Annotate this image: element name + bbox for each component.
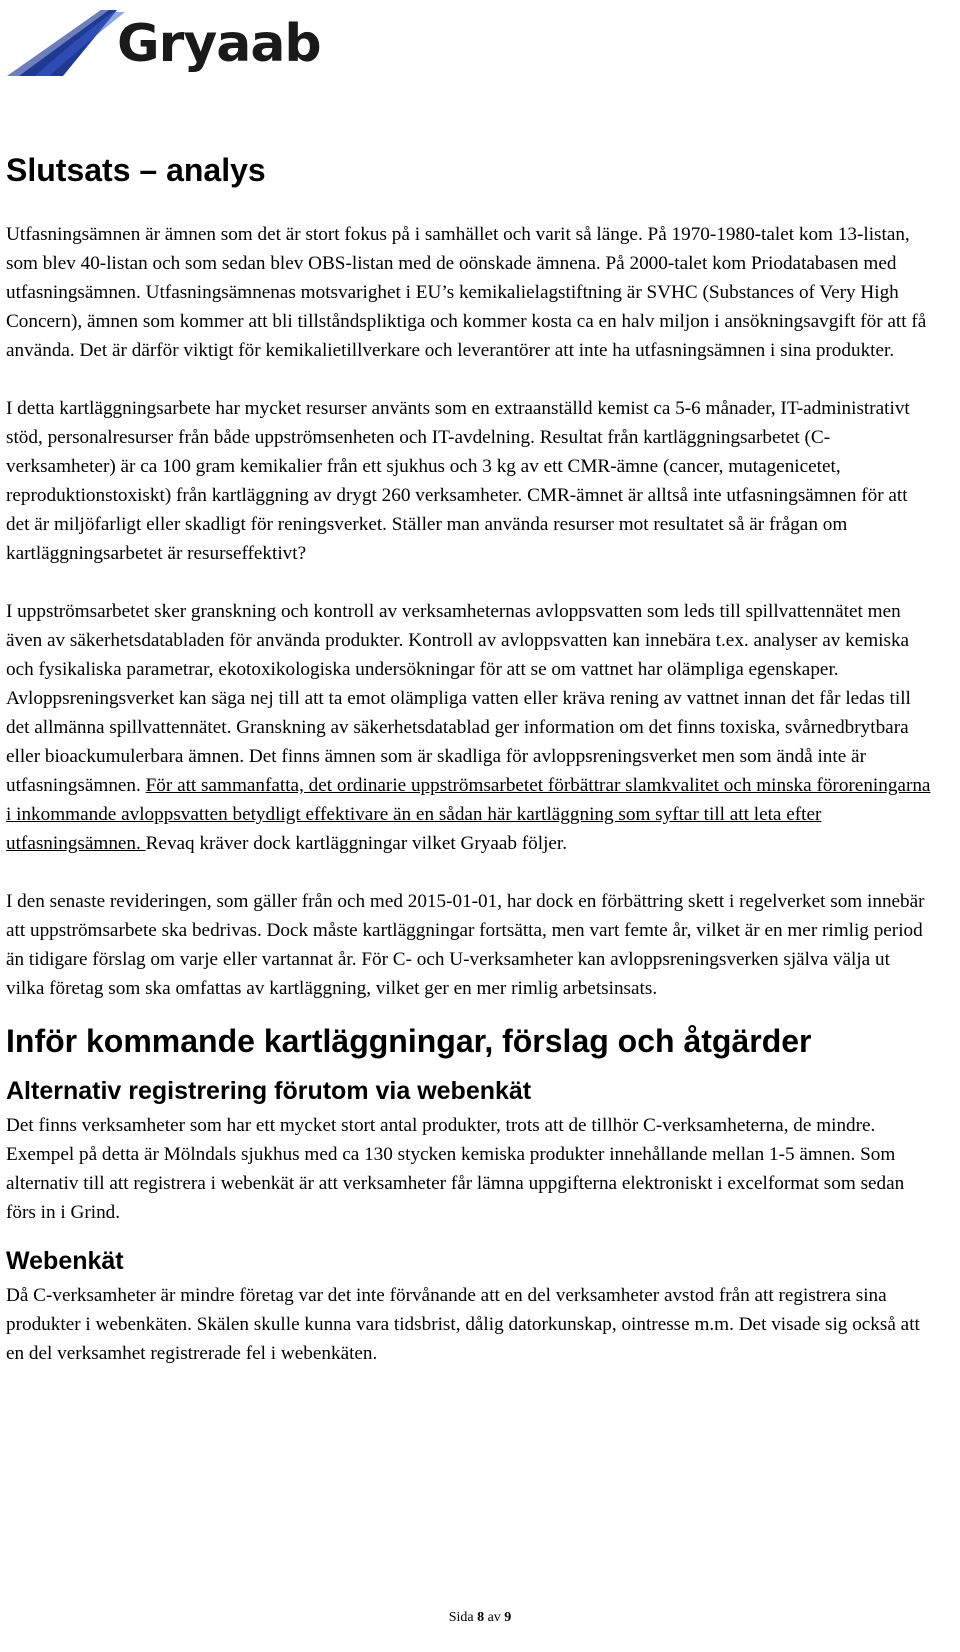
footer-prefix: Sida — [448, 1610, 474, 1625]
section-heading: Inför kommande kartläggningar, förslag och åtgärder — [6, 1023, 812, 1059]
page-footer — [0, 1610, 960, 1626]
paragraph-2: I detta kartläggningsarbete har mycket resurser använts som en extraanställd kemist ca 5-6 månader, IT-administrativt stöd, personalresurser från både uppströmsenheten och IT-avdelning. Resultat från kartläggningsarbetet (C-verksamheter) är ca 100 gram kemikalier från ett sjukhus och 3 kg av ett CMR-ämne (cancer, mutagenicetet, reproduktionstoxiskt) från kartläggning av drygt 260 verksamheter. CMR-ämnet är alltså inte utfasningsämnen för att det är miljöfarligt eller skadligt för reningsverket. Ställer man använda resurser mot resultatet så är frågan om kartläggningsarbetet är resurseffektivt? — [6, 398, 910, 564]
paragraph-3-underlined: För att sammanfatta, det ordinarie uppströmsarbetet förbättrar slamkvalitet och minska föroreningarna i inkommande avloppsvatten betydligt effektivare än en sådan här kartläggning som syftar till att leta efter utfasningsämnen. — [6, 775, 931, 854]
footer-page-number: 8 — [477, 1610, 485, 1625]
subheading-webenkat: Webenkät — [6, 1247, 124, 1275]
paragraph-3 — [6, 597, 931, 858]
gryaab-logo — [5, 4, 321, 84]
logo-wordmark: Gryaab — [117, 14, 321, 74]
footer-middle: av — [487, 1610, 501, 1625]
document-body — [6, 150, 931, 1397]
paragraph-3-end: Revaq kräver dock kartläggningar vilket Gryaab följer. — [145, 833, 568, 854]
footer-page-total: 9 — [504, 1610, 512, 1625]
paragraph-webenkat: Då C-verksamheter är mindre företag var det inte förvånande att en del verksamheter avstod från att registrera sina produkter i webenkäten. Skälen skulle kunna vara tidsbrist, dålig datorkunskap, ointresse m.m. Det visade sig också att en del verksamhet registrerade fel i webenkäten. — [6, 1285, 920, 1364]
paragraph-1: Utfasningsämnen är ämnen som det är stort fokus på i samhället och varit så länge. På 1970-1980-talet kom 13-listan, som blev 40-listan och som sedan blev OBS-listan med de oönskade ämnena. På 2000-talet kom Priodatabasen med utfasningsämnen. Utfasningsämnenas motsvarighet i EU’s kemikalielagstiftning är SVHC (Substances of Very High Concern), ämnen som kommer att bli tillståndspliktiga och kommer kosta ca en halv miljon i ansökningsavgift för att få använda. Det är därför viktigt för kemikalietillverkare och leverantörer att inte ha utfasningsämnen i sina produkter. — [6, 224, 927, 361]
subheading-alternative-registration: Alternativ registrering förutom via webenkät — [6, 1077, 532, 1105]
paragraph-3-start: I uppströmsarbetet sker granskning och kontroll av verksamheternas avloppsvatten som leds till spillvattennätet men även av säkerhetsdatabladen för använda produkter. Kontroll av avloppsvatten kan innebära t.ex. analyser av kemiska och fysikaliska parametrar, ekotoxikologiska undersökningar för att se om vattnet har olämpliga egenskaper. Avloppsreningsverket kan säga nej till att ta emot olämpliga vatten eller kräva rening av vattnet innan det får ledas till det allmänna spillvattennätet. Granskning av säkerhetsdatablad ger information om det finns toxiska, svårnedbrytbara eller bioackumulerbara ämnen. Det finns ämnen som är skadliga för avloppsreningsverket men som ändå inte är utfasningsämnen. — [6, 601, 911, 796]
page-title: Slutsats – analys — [6, 152, 266, 188]
paragraph-alternative-registration: Det finns verksamheter som har ett mycket stort antal produkter, trots att de tillhör C-verksamheterna, de mindre. Exempel på detta är Mölndals sjukhus med ca 130 stycken kemiska produkter innehållande mellan 1-5 ämnen. Som alternativ till att registrera i webenkät är att verksamheter får lämna uppgifterna elektroniskt i excelformat som sedan förs in i Grind. — [6, 1115, 905, 1223]
paragraph-4: I den senaste revideringen, som gäller från och med 2015-01-01, har dock en förbättring skett i regelverket som innebär att uppströmsarbete ska bedrivas. Dock måste kartläggningar fortsätta, men vart femte år, vilket är en mer rimlig period än tidigare förslag om varje eller vartannat år. För C- och U-verksamheter kan avloppsreningsverken själva välja ut vilka företag som ska omfattas av kartläggning, vilket ger en mer rimlig arbetsinsats. — [6, 891, 925, 999]
